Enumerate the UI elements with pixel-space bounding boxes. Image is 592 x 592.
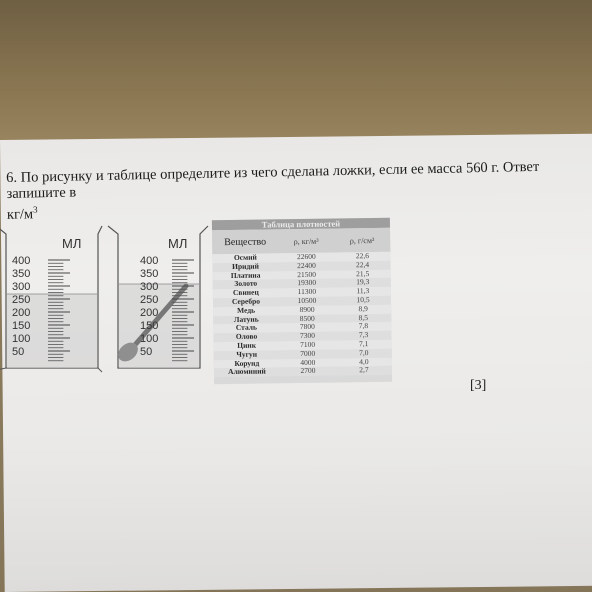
tick-label: 50 [12, 346, 25, 358]
substance-cell: Иридий [232, 261, 259, 271]
substance-cell: Латунь [233, 314, 259, 324]
density-cgs-cell: 7,1 [358, 339, 369, 349]
density-cgs-cell: 8,9 [358, 303, 368, 313]
tick-label: 100 [12, 333, 31, 345]
substance-cell: Олово [235, 331, 258, 342]
question-body: По рисунку и таблице определите из чего сделана ложки, если ее масса 560 г. Ответ запишите в [6, 158, 540, 202]
tick-label: 350 [140, 268, 159, 280]
density-cgs-cell: 11,3 [356, 286, 370, 296]
density-si-cell: 11300 [297, 286, 317, 297]
density-cgs-cell: 7,3 [358, 330, 369, 340]
desk-background [0, 0, 592, 150]
density-si-cell: 4000 [300, 357, 316, 367]
table-title: Таблица плотностей [212, 218, 390, 230]
density-cgs-cell: 10,5 [356, 295, 370, 305]
density-si-cell: 8900 [299, 304, 315, 314]
density-cgs-cell: 7,0 [358, 347, 369, 357]
tick-label: 400 [12, 255, 31, 267]
density-si-cell: 7300 [299, 330, 316, 341]
substance-cell: Платина [230, 270, 261, 280]
density-si-cell: 7000 [300, 348, 316, 358]
measuring-cylinder-2 [104, 220, 216, 380]
question-number: 6. [6, 169, 18, 186]
tick-label: 100 [140, 333, 159, 345]
table-row [214, 366, 392, 377]
density-si-cell: 21500 [297, 269, 317, 279]
density-si-cell: 22600 [296, 251, 316, 262]
substance-cell: Цинк [237, 340, 257, 350]
tick-label: 50 [140, 346, 153, 358]
header-density-si: ρ, кг/м³ [293, 236, 319, 246]
paper-shadow [0, 440, 592, 592]
measuring-cylinder-1 [0, 220, 104, 380]
tick-label: 200 [140, 307, 159, 319]
cylinder-unit: МЛ [62, 236, 82, 251]
tick-label: 250 [140, 294, 159, 306]
density-cgs-cell: 21,5 [355, 268, 370, 278]
density-cgs-cell: 7,8 [358, 321, 369, 331]
substance-cell: Корунд [234, 358, 260, 368]
density-si-cell: 7800 [299, 322, 315, 332]
tick-label: 150 [140, 320, 159, 332]
density-cgs-cell: 8,5 [358, 312, 368, 322]
header-substance: Вещество [224, 235, 267, 248]
cylinder-unit: МЛ [168, 236, 188, 251]
substance-cell: Серебро [231, 296, 261, 306]
density-cgs-cell: 22,6 [355, 251, 369, 261]
tick-label: 250 [12, 294, 31, 306]
density-cgs-cell: 2,7 [359, 365, 369, 375]
substance-cell: Сталь [235, 323, 257, 333]
table-body [212, 252, 392, 378]
answer-unit-exponent: 3 [32, 204, 38, 215]
substance-cell: Осмий [233, 252, 257, 262]
density-si-cell: 2700 [300, 366, 316, 376]
substance-cell: Чугун [236, 349, 258, 359]
header-density-cgs: ρ, г/см³ [349, 235, 375, 245]
tick-label: 300 [12, 281, 31, 293]
density-table [212, 218, 392, 384]
density-si-cell: 8500 [299, 313, 315, 323]
tick-label: 300 [140, 281, 159, 293]
tick-label: 200 [12, 307, 31, 319]
density-si-cell: 10500 [297, 295, 317, 306]
density-cgs-cell: 19,3 [356, 277, 370, 287]
substance-cell: Медь [237, 305, 256, 315]
density-cgs-cell: 4,0 [359, 356, 369, 366]
answer-unit: кг/м [6, 206, 34, 223]
tick-label: 350 [12, 268, 31, 280]
tick-label: 400 [140, 255, 159, 267]
substance-cell: Золото [234, 279, 258, 289]
tick-label: 150 [12, 320, 31, 332]
density-si-cell: 7100 [300, 339, 316, 349]
density-si-cell: 22400 [297, 260, 316, 270]
points-label: [3] [470, 378, 487, 393]
substance-cell: Алюминий [228, 366, 266, 377]
density-si-cell: 19300 [297, 278, 317, 288]
density-cgs-cell: 22,4 [355, 259, 370, 270]
substance-cell: Свинец [232, 287, 259, 298]
